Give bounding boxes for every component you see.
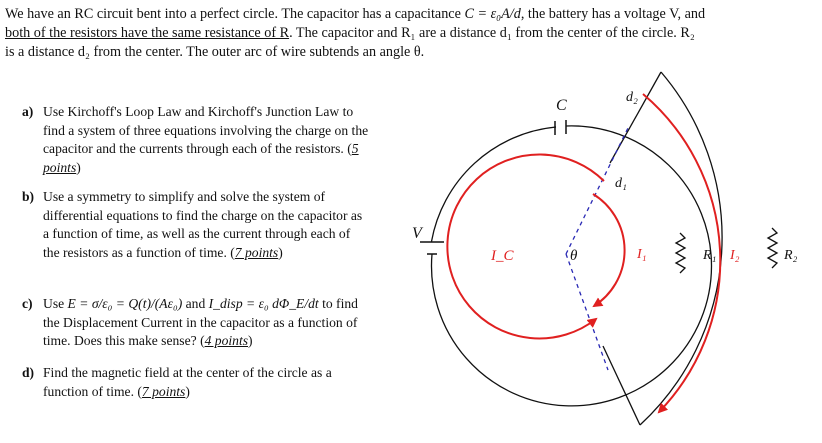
current-arrow-ic (447, 154, 604, 338)
theta-label: θ (570, 248, 578, 264)
ic-label: I_C (491, 248, 514, 264)
circle-wire (431, 126, 711, 406)
question-text-pre: Use (43, 296, 68, 311)
displacement-current-expression: I_disp = ε₀ dΦ_E/dt (208, 296, 319, 311)
d1-label: d₁ (615, 176, 627, 191)
r2-label: R₂ (784, 248, 798, 263)
capacitance-expression: C = ε₀A/d (464, 6, 521, 22)
r1-label: R₁ (703, 248, 717, 263)
d2-label: d₂ (626, 90, 638, 105)
question-label: b) (22, 189, 35, 204)
resistor-r1 (676, 233, 685, 273)
question-points: 7 points (141, 383, 186, 399)
question-label: c) (22, 296, 33, 311)
question-a: a) Use Kirchoff's Loop Law and Kirchoff's Junction Law to find a system of three equations involving the charge on the capacitor and the currents through each of the resistors. (5 points) (22, 104, 369, 175)
dashed-radius (566, 254, 608, 370)
intro-text-4: is a distance d₂ from the center. The outer arc of wire subtends an angle θ. (5, 44, 425, 60)
battery-label: V (412, 225, 422, 242)
field-expression: E = σ/ε₀ = Q(t)/(Aε₀) (67, 296, 183, 311)
i2-label: I₂ (730, 248, 740, 263)
question-text: Find the magnetic field at the center of the circle as a function of time. (43, 365, 332, 399)
radial-wire-bottom (603, 346, 640, 425)
question-label: d) (22, 365, 35, 380)
question-points: 7 points (234, 244, 279, 260)
question-text-post: to find the Displacement Current in the capacitor as a function of time. Does this make sense? (43, 296, 358, 348)
current-arrow-i1 (593, 194, 625, 306)
question-text: Use a symmetry to simplify and solve the system of differential equations to find the charge on the capacitor as a function of time, as well as the current through each of the resistors as a function of time. (43, 189, 363, 260)
question-c: c) Use E = σ/ε₀ = Q(t)/(Aε₀) and I_disp = ε₀ dΦ_E/dt to find the Displacement Current in the capacitor as a function of time. Does this make sense? (4 points) (22, 296, 358, 348)
question-b: b) Use a symmetry to simplify and solve the system of differential equations to find the charge on the capacitor as a function of time, as well as the current through each of the resistors as a function of time. (7 points) (22, 189, 363, 260)
question-text-mid: and (182, 296, 209, 311)
question-points: 5 points (43, 141, 359, 175)
intro-text-2: , the battery has a voltage V, and (520, 6, 706, 22)
question-text: Use Kirchoff's Loop Law and Kirchoff's Junction Law to find a system of three equations involving the charge on the capacitor and the currents through each of the resistors. (43, 104, 369, 156)
question-points: 4 points (204, 333, 249, 348)
question-label: a) (22, 104, 34, 119)
question-d: d) Find the magnetic field at the center of the circle as a function of time. (7 points) (22, 365, 332, 399)
intro-text-1: We have an RC circuit bent into a perfect circle. The capacitor has a capacitance (5, 6, 465, 22)
intro-underlined: both of the resistors have the same resistance of R (5, 25, 290, 41)
radial-wire-top (610, 72, 661, 163)
intro-text-3: . The capacitor and R₁ are a distance d₁ from the center of the circle. R₂ (289, 25, 695, 41)
i1-label: I₁ (637, 247, 647, 262)
resistor-r2 (768, 228, 777, 268)
capacitor-label: C (556, 97, 567, 114)
